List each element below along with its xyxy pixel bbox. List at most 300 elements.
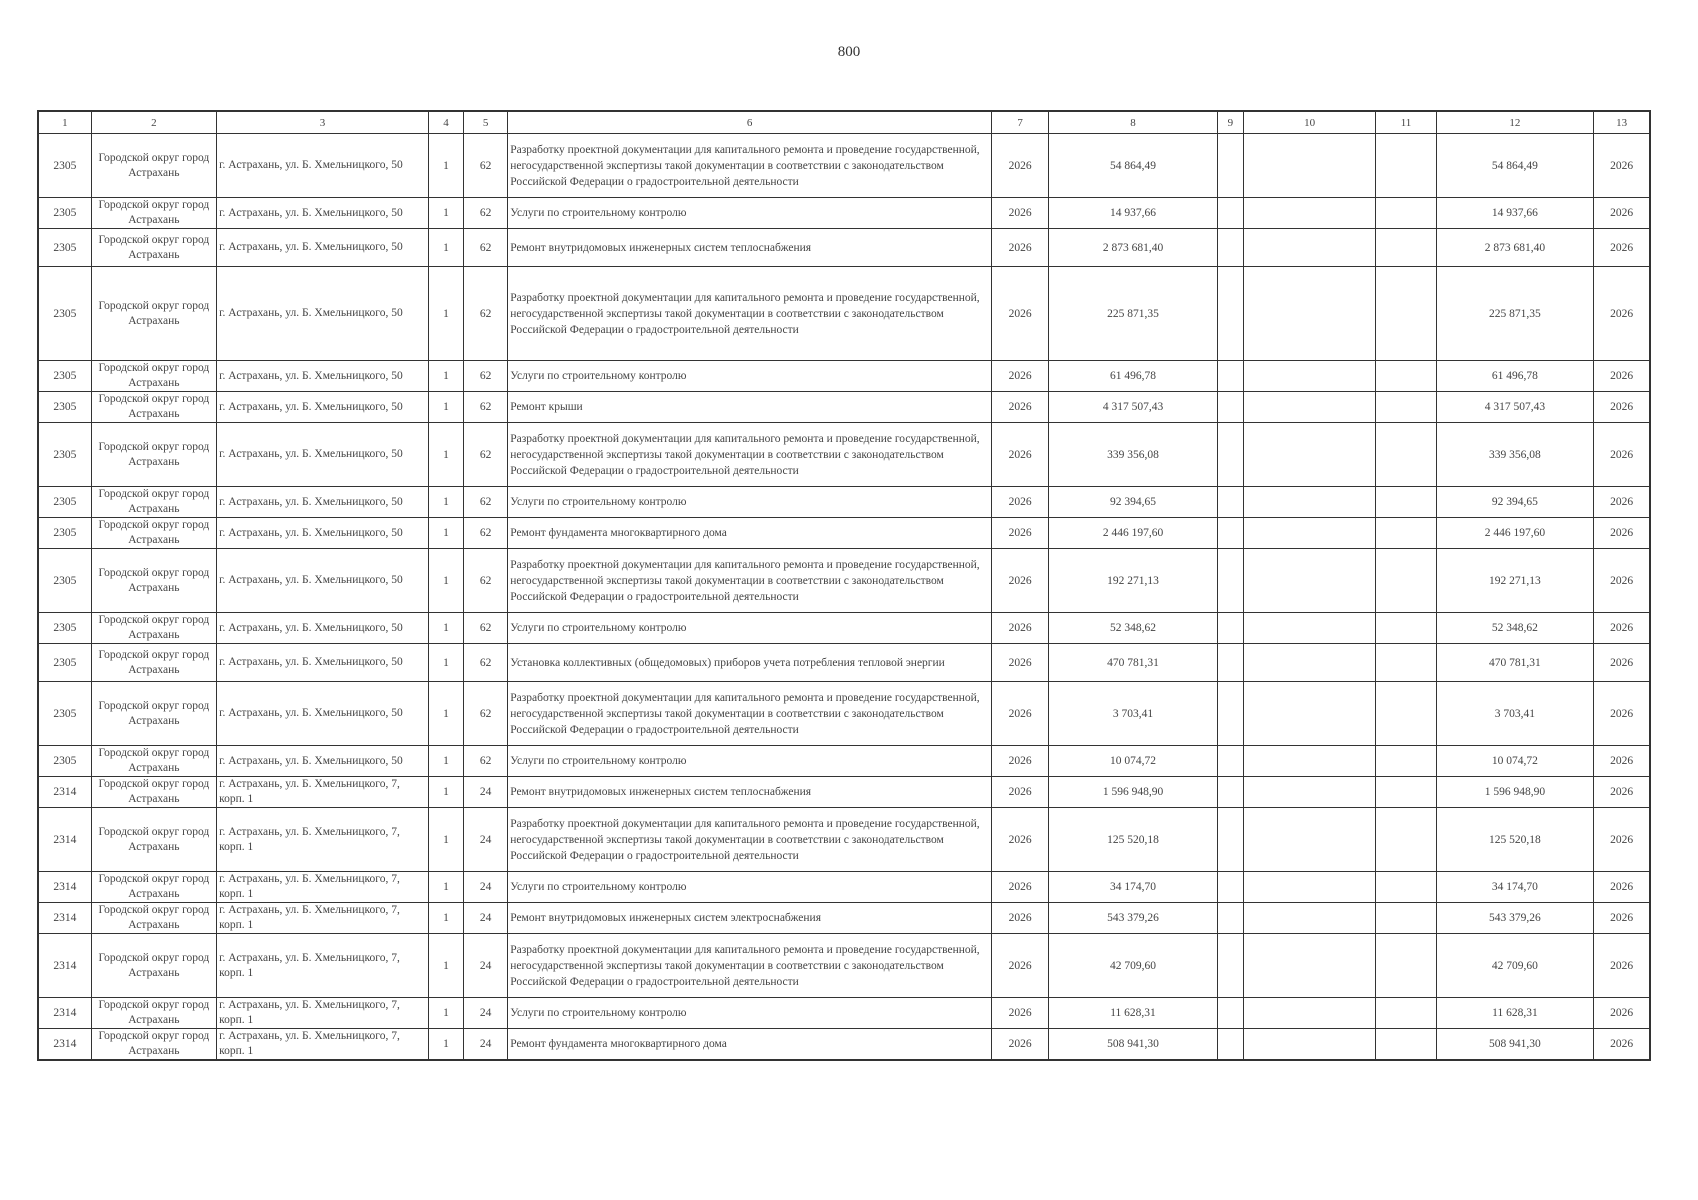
year-cell: 2026: [992, 644, 1049, 682]
year-cell: 2026: [992, 134, 1049, 198]
row-id-cell: 2305: [38, 361, 91, 392]
column-number-row: [38, 111, 1650, 134]
completion-year-cell: 2026: [1594, 934, 1650, 998]
column-header: 2: [91, 111, 216, 134]
work-type-cell: Разработку проектной документации для капитального ремонта и проведение государственной, негосударственной экспертизы такой документации в соответствии с законодательством Российской Федерации о градостроительной деятельности: [508, 267, 992, 361]
col11-cell: [1376, 392, 1436, 423]
address-cell: г. Астрахань, ул. Б. Хмельницкого, 50: [217, 487, 429, 518]
col9-cell: [1217, 777, 1243, 808]
column-header: 11: [1376, 111, 1436, 134]
col10-cell: [1243, 872, 1375, 903]
work-type-cell: Ремонт фундамента многоквартирного дома: [508, 1029, 992, 1061]
column-header: 4: [428, 111, 463, 134]
work-type-cell: Разработку проектной документации для капитального ремонта и проведение государственной, негосударственной экспертизы такой документации в соответствии с законодательством Российской Федерации о градостроительной деятельности: [508, 423, 992, 487]
municipality-cell: Городской округ город Астрахань: [91, 487, 216, 518]
col9-cell: [1217, 198, 1243, 229]
column-header: 3: [217, 111, 429, 134]
table-row: [38, 229, 1650, 267]
table-row: [38, 613, 1650, 644]
year-cell: 2026: [992, 903, 1049, 934]
col9-cell: [1217, 134, 1243, 198]
col9-cell: [1217, 392, 1243, 423]
col9-cell: [1217, 1029, 1243, 1061]
municipality-cell: Городской округ город Астрахань: [91, 682, 216, 746]
col4-cell: 1: [428, 134, 463, 198]
row-id-cell: 2305: [38, 423, 91, 487]
municipality-cell: Городской округ город Астрахань: [91, 777, 216, 808]
total-cell: 14 937,66: [1436, 198, 1594, 229]
work-type-cell: Услуги по строительному контролю: [508, 872, 992, 903]
col10-cell: [1243, 903, 1375, 934]
col10-cell: [1243, 613, 1375, 644]
total-cell: 54 864,49: [1436, 134, 1594, 198]
table-row: [38, 487, 1650, 518]
col5-cell: 24: [464, 872, 508, 903]
completion-year-cell: 2026: [1594, 644, 1650, 682]
col10-cell: [1243, 392, 1375, 423]
table-row: [38, 998, 1650, 1029]
col9-cell: [1217, 518, 1243, 549]
address-cell: г. Астрахань, ул. Б. Хмельницкого, 50: [217, 682, 429, 746]
col11-cell: [1376, 682, 1436, 746]
row-id-cell: 2305: [38, 134, 91, 198]
table-row: [38, 267, 1650, 361]
col9-cell: [1217, 808, 1243, 872]
address-cell: г. Астрахань, ул. Б. Хмельницкого, 50: [217, 361, 429, 392]
col10-cell: [1243, 1029, 1375, 1061]
col10-cell: [1243, 998, 1375, 1029]
address-cell: г. Астрахань, ул. Б. Хмельницкого, 7, корп. 1: [217, 998, 429, 1029]
completion-year-cell: 2026: [1594, 613, 1650, 644]
year-cell: 2026: [992, 872, 1049, 903]
capital-repair-table: [37, 110, 1651, 1061]
amount-cell: 543 379,26: [1049, 903, 1218, 934]
municipality-cell: Городской округ город Астрахань: [91, 549, 216, 613]
column-header: 9: [1217, 111, 1243, 134]
row-id-cell: 2305: [38, 644, 91, 682]
col4-cell: 1: [428, 777, 463, 808]
col9-cell: [1217, 423, 1243, 487]
completion-year-cell: 2026: [1594, 423, 1650, 487]
col10-cell: [1243, 134, 1375, 198]
year-cell: 2026: [992, 934, 1049, 998]
total-cell: 470 781,31: [1436, 644, 1594, 682]
col5-cell: 62: [464, 198, 508, 229]
col10-cell: [1243, 777, 1375, 808]
col10-cell: [1243, 549, 1375, 613]
total-cell: 1 596 948,90: [1436, 777, 1594, 808]
table-row: [38, 777, 1650, 808]
work-type-cell: Разработку проектной документации для капитального ремонта и проведение государственной, негосударственной экспертизы такой документации в соответствии с законодательством Российской Федерации о градостроительной деятельности: [508, 934, 992, 998]
completion-year-cell: 2026: [1594, 872, 1650, 903]
total-cell: 225 871,35: [1436, 267, 1594, 361]
table-row: [38, 392, 1650, 423]
col5-cell: 62: [464, 682, 508, 746]
address-cell: г. Астрахань, ул. Б. Хмельницкого, 50: [217, 198, 429, 229]
table-row: [38, 134, 1650, 198]
col5-cell: 62: [464, 361, 508, 392]
row-id-cell: 2305: [38, 267, 91, 361]
row-id-cell: 2305: [38, 518, 91, 549]
col5-cell: 62: [464, 134, 508, 198]
col10-cell: [1243, 644, 1375, 682]
row-id-cell: 2314: [38, 1029, 91, 1061]
amount-cell: 14 937,66: [1049, 198, 1218, 229]
col5-cell: 62: [464, 644, 508, 682]
col11-cell: [1376, 267, 1436, 361]
work-type-cell: Разработку проектной документации для капитального ремонта и проведение государственной, негосударственной экспертизы такой документации в соответствии с законодательством Российской Федерации о градостроительной деятельности: [508, 808, 992, 872]
address-cell: г. Астрахань, ул. Б. Хмельницкого, 50: [217, 229, 429, 267]
col11-cell: [1376, 1029, 1436, 1061]
year-cell: 2026: [992, 423, 1049, 487]
municipality-cell: Городской округ город Астрахань: [91, 934, 216, 998]
col10-cell: [1243, 518, 1375, 549]
work-type-cell: Ремонт внутридомовых инженерных систем теплоснабжения: [508, 777, 992, 808]
col4-cell: 1: [428, 903, 463, 934]
amount-cell: 508 941,30: [1049, 1029, 1218, 1061]
completion-year-cell: 2026: [1594, 1029, 1650, 1061]
amount-cell: 42 709,60: [1049, 934, 1218, 998]
work-type-cell: Услуги по строительному контролю: [508, 361, 992, 392]
col4-cell: 1: [428, 998, 463, 1029]
total-cell: 92 394,65: [1436, 487, 1594, 518]
completion-year-cell: 2026: [1594, 361, 1650, 392]
year-cell: 2026: [992, 682, 1049, 746]
amount-cell: 92 394,65: [1049, 487, 1218, 518]
col4-cell: 1: [428, 613, 463, 644]
table-row: [38, 1029, 1650, 1061]
year-cell: 2026: [992, 777, 1049, 808]
total-cell: 508 941,30: [1436, 1029, 1594, 1061]
address-cell: г. Астрахань, ул. Б. Хмельницкого, 50: [217, 518, 429, 549]
col11-cell: [1376, 487, 1436, 518]
municipality-cell: Городской округ город Астрахань: [91, 198, 216, 229]
row-id-cell: 2305: [38, 487, 91, 518]
col11-cell: [1376, 518, 1436, 549]
completion-year-cell: 2026: [1594, 487, 1650, 518]
col9-cell: [1217, 998, 1243, 1029]
work-type-cell: Разработку проектной документации для капитального ремонта и проведение государственной, негосударственной экспертизы такой документации в соответствии с законодательством Российской Федерации о градостроительной деятельности: [508, 134, 992, 198]
address-cell: г. Астрахань, ул. Б. Хмельницкого, 7, корп. 1: [217, 934, 429, 998]
completion-year-cell: 2026: [1594, 229, 1650, 267]
col10-cell: [1243, 361, 1375, 392]
col10-cell: [1243, 808, 1375, 872]
year-cell: 2026: [992, 229, 1049, 267]
col5-cell: 24: [464, 777, 508, 808]
table-row: [38, 746, 1650, 777]
year-cell: 2026: [992, 549, 1049, 613]
work-type-cell: Услуги по строительному контролю: [508, 998, 992, 1029]
col10-cell: [1243, 229, 1375, 267]
col4-cell: 1: [428, 487, 463, 518]
col9-cell: [1217, 682, 1243, 746]
amount-cell: 10 074,72: [1049, 746, 1218, 777]
table-header: [38, 111, 1650, 134]
col4-cell: 1: [428, 682, 463, 746]
col11-cell: [1376, 644, 1436, 682]
col5-cell: 62: [464, 267, 508, 361]
year-cell: 2026: [992, 267, 1049, 361]
address-cell: г. Астрахань, ул. Б. Хмельницкого, 7, корп. 1: [217, 903, 429, 934]
amount-cell: 4 317 507,43: [1049, 392, 1218, 423]
address-cell: г. Астрахань, ул. Б. Хмельницкого, 50: [217, 423, 429, 487]
row-id-cell: 2314: [38, 903, 91, 934]
amount-cell: 52 348,62: [1049, 613, 1218, 644]
total-cell: 2 446 197,60: [1436, 518, 1594, 549]
col11-cell: [1376, 613, 1436, 644]
total-cell: 4 317 507,43: [1436, 392, 1594, 423]
work-type-cell: Услуги по строительному контролю: [508, 487, 992, 518]
total-cell: 52 348,62: [1436, 613, 1594, 644]
total-cell: 2 873 681,40: [1436, 229, 1594, 267]
row-id-cell: 2314: [38, 777, 91, 808]
year-cell: 2026: [992, 198, 1049, 229]
col4-cell: 1: [428, 361, 463, 392]
municipality-cell: Городской округ город Астрахань: [91, 518, 216, 549]
amount-cell: 11 628,31: [1049, 998, 1218, 1029]
row-id-cell: 2314: [38, 998, 91, 1029]
col10-cell: [1243, 746, 1375, 777]
row-id-cell: 2314: [38, 934, 91, 998]
municipality-cell: Городской округ город Астрахань: [91, 361, 216, 392]
amount-cell: 225 871,35: [1049, 267, 1218, 361]
column-header: 5: [464, 111, 508, 134]
col5-cell: 24: [464, 1029, 508, 1061]
col4-cell: 1: [428, 872, 463, 903]
completion-year-cell: 2026: [1594, 267, 1650, 361]
completion-year-cell: 2026: [1594, 198, 1650, 229]
col4-cell: 1: [428, 267, 463, 361]
total-cell: 10 074,72: [1436, 746, 1594, 777]
municipality-cell: Городской округ город Астрахань: [91, 746, 216, 777]
table-row: [38, 934, 1650, 998]
col11-cell: [1376, 361, 1436, 392]
address-cell: г. Астрахань, ул. Б. Хмельницкого, 7, корп. 1: [217, 777, 429, 808]
total-cell: 339 356,08: [1436, 423, 1594, 487]
row-id-cell: 2305: [38, 613, 91, 644]
col9-cell: [1217, 903, 1243, 934]
table-row: [38, 423, 1650, 487]
address-cell: г. Астрахань, ул. Б. Хмельницкого, 50: [217, 549, 429, 613]
municipality-cell: Городской округ город Астрахань: [91, 613, 216, 644]
year-cell: 2026: [992, 998, 1049, 1029]
col5-cell: 24: [464, 903, 508, 934]
year-cell: 2026: [992, 746, 1049, 777]
municipality-cell: Городской округ город Астрахань: [91, 423, 216, 487]
municipality-cell: Городской округ город Астрахань: [91, 808, 216, 872]
col9-cell: [1217, 746, 1243, 777]
work-type-cell: Ремонт фундамента многоквартирного дома: [508, 518, 992, 549]
col10-cell: [1243, 682, 1375, 746]
col11-cell: [1376, 134, 1436, 198]
col5-cell: 62: [464, 423, 508, 487]
col5-cell: 62: [464, 229, 508, 267]
col10-cell: [1243, 423, 1375, 487]
table-row: [38, 808, 1650, 872]
col5-cell: 62: [464, 518, 508, 549]
column-header: 13: [1594, 111, 1650, 134]
work-type-cell: Услуги по строительному контролю: [508, 746, 992, 777]
amount-cell: 61 496,78: [1049, 361, 1218, 392]
work-type-cell: Услуги по строительному контролю: [508, 613, 992, 644]
table-body: [38, 134, 1650, 1061]
row-id-cell: 2305: [38, 682, 91, 746]
col4-cell: 1: [428, 1029, 463, 1061]
table-row: [38, 872, 1650, 903]
total-cell: 61 496,78: [1436, 361, 1594, 392]
column-header: 1: [38, 111, 91, 134]
amount-cell: 3 703,41: [1049, 682, 1218, 746]
work-type-cell: Установка коллективных (общедомовых) приборов учета потребления тепловой энергии: [508, 644, 992, 682]
work-type-cell: Разработку проектной документации для капитального ремонта и проведение государственной, негосударственной экспертизы такой документации в соответствии с законодательством Российской Федерации о градостроительной деятельности: [508, 549, 992, 613]
completion-year-cell: 2026: [1594, 134, 1650, 198]
municipality-cell: Городской округ город Астрахань: [91, 134, 216, 198]
col9-cell: [1217, 613, 1243, 644]
col11-cell: [1376, 777, 1436, 808]
year-cell: 2026: [992, 487, 1049, 518]
work-type-cell: Ремонт внутридомовых инженерных систем теплоснабжения: [508, 229, 992, 267]
completion-year-cell: 2026: [1594, 903, 1650, 934]
address-cell: г. Астрахань, ул. Б. Хмельницкого, 50: [217, 613, 429, 644]
total-cell: 42 709,60: [1436, 934, 1594, 998]
amount-cell: 339 356,08: [1049, 423, 1218, 487]
col10-cell: [1243, 934, 1375, 998]
col4-cell: 1: [428, 198, 463, 229]
table-row: [38, 903, 1650, 934]
row-id-cell: 2305: [38, 229, 91, 267]
row-id-cell: 2305: [38, 392, 91, 423]
table-row: [38, 361, 1650, 392]
col4-cell: 1: [428, 518, 463, 549]
col4-cell: 1: [428, 423, 463, 487]
amount-cell: 2 446 197,60: [1049, 518, 1218, 549]
col10-cell: [1243, 198, 1375, 229]
year-cell: 2026: [992, 361, 1049, 392]
work-type-cell: Разработку проектной документации для капитального ремонта и проведение государственной, негосударственной экспертизы такой документации в соответствии с законодательством Российской Федерации о градостроительной деятельности: [508, 682, 992, 746]
amount-cell: 1 596 948,90: [1049, 777, 1218, 808]
completion-year-cell: 2026: [1594, 746, 1650, 777]
municipality-cell: Городской округ город Астрахань: [91, 872, 216, 903]
municipality-cell: Городской округ город Астрахань: [91, 267, 216, 361]
address-cell: г. Астрахань, ул. Б. Хмельницкого, 7, корп. 1: [217, 808, 429, 872]
col5-cell: 24: [464, 934, 508, 998]
amount-cell: 125 520,18: [1049, 808, 1218, 872]
municipality-cell: Городской округ город Астрахань: [91, 644, 216, 682]
address-cell: г. Астрахань, ул. Б. Хмельницкого, 50: [217, 134, 429, 198]
column-header: 10: [1243, 111, 1375, 134]
table-row: [38, 518, 1650, 549]
total-cell: 192 271,13: [1436, 549, 1594, 613]
col4-cell: 1: [428, 229, 463, 267]
work-type-cell: Услуги по строительному контролю: [508, 198, 992, 229]
table-row: [38, 198, 1650, 229]
amount-cell: 2 873 681,40: [1049, 229, 1218, 267]
row-id-cell: 2305: [38, 198, 91, 229]
municipality-cell: Городской округ город Астрахань: [91, 998, 216, 1029]
municipality-cell: Городской округ город Астрахань: [91, 229, 216, 267]
page-number: 800: [837, 44, 861, 60]
col11-cell: [1376, 549, 1436, 613]
table-row: [38, 549, 1650, 613]
col9-cell: [1217, 267, 1243, 361]
completion-year-cell: 2026: [1594, 518, 1650, 549]
col5-cell: 62: [464, 549, 508, 613]
col9-cell: [1217, 872, 1243, 903]
col11-cell: [1376, 808, 1436, 872]
address-cell: г. Астрахань, ул. Б. Хмельницкого, 50: [217, 267, 429, 361]
table-row: [38, 644, 1650, 682]
col9-cell: [1217, 361, 1243, 392]
col5-cell: 24: [464, 998, 508, 1029]
column-header: 7: [992, 111, 1049, 134]
col4-cell: 1: [428, 746, 463, 777]
address-cell: г. Астрахань, ул. Б. Хмельницкого, 50: [217, 746, 429, 777]
municipality-cell: Городской округ город Астрахань: [91, 903, 216, 934]
table-row: [38, 682, 1650, 746]
col5-cell: 62: [464, 392, 508, 423]
col4-cell: 1: [428, 644, 463, 682]
column-header: 6: [508, 111, 992, 134]
col5-cell: 62: [464, 746, 508, 777]
completion-year-cell: 2026: [1594, 998, 1650, 1029]
year-cell: 2026: [992, 1029, 1049, 1061]
col11-cell: [1376, 872, 1436, 903]
col11-cell: [1376, 934, 1436, 998]
row-id-cell: 2314: [38, 872, 91, 903]
completion-year-cell: 2026: [1594, 682, 1650, 746]
amount-cell: 470 781,31: [1049, 644, 1218, 682]
completion-year-cell: 2026: [1594, 549, 1650, 613]
col9-cell: [1217, 229, 1243, 267]
completion-year-cell: 2026: [1594, 777, 1650, 808]
col4-cell: 1: [428, 808, 463, 872]
total-cell: 34 174,70: [1436, 872, 1594, 903]
col11-cell: [1376, 903, 1436, 934]
total-cell: 3 703,41: [1436, 682, 1594, 746]
col4-cell: 1: [428, 549, 463, 613]
col11-cell: [1376, 423, 1436, 487]
address-cell: г. Астрахань, ул. Б. Хмельницкого, 7, корп. 1: [217, 872, 429, 903]
row-id-cell: 2305: [38, 746, 91, 777]
col4-cell: 1: [428, 934, 463, 998]
col11-cell: [1376, 998, 1436, 1029]
col5-cell: 62: [464, 487, 508, 518]
col11-cell: [1376, 746, 1436, 777]
row-id-cell: 2305: [38, 549, 91, 613]
address-cell: г. Астрахань, ул. Б. Хмельницкого, 7, корп. 1: [217, 1029, 429, 1061]
year-cell: 2026: [992, 808, 1049, 872]
col9-cell: [1217, 549, 1243, 613]
year-cell: 2026: [992, 613, 1049, 644]
column-header: 8: [1049, 111, 1218, 134]
address-cell: г. Астрахань, ул. Б. Хмельницкого, 50: [217, 644, 429, 682]
total-cell: 125 520,18: [1436, 808, 1594, 872]
col9-cell: [1217, 644, 1243, 682]
col10-cell: [1243, 267, 1375, 361]
col5-cell: 24: [464, 808, 508, 872]
col9-cell: [1217, 487, 1243, 518]
col11-cell: [1376, 198, 1436, 229]
column-header: 12: [1436, 111, 1594, 134]
municipality-cell: Городской округ город Астрахань: [91, 392, 216, 423]
year-cell: 2026: [992, 392, 1049, 423]
col4-cell: 1: [428, 392, 463, 423]
total-cell: 11 628,31: [1436, 998, 1594, 1029]
municipality-cell: Городской округ город Астрахань: [91, 1029, 216, 1061]
completion-year-cell: 2026: [1594, 392, 1650, 423]
year-cell: 2026: [992, 518, 1049, 549]
col10-cell: [1243, 487, 1375, 518]
